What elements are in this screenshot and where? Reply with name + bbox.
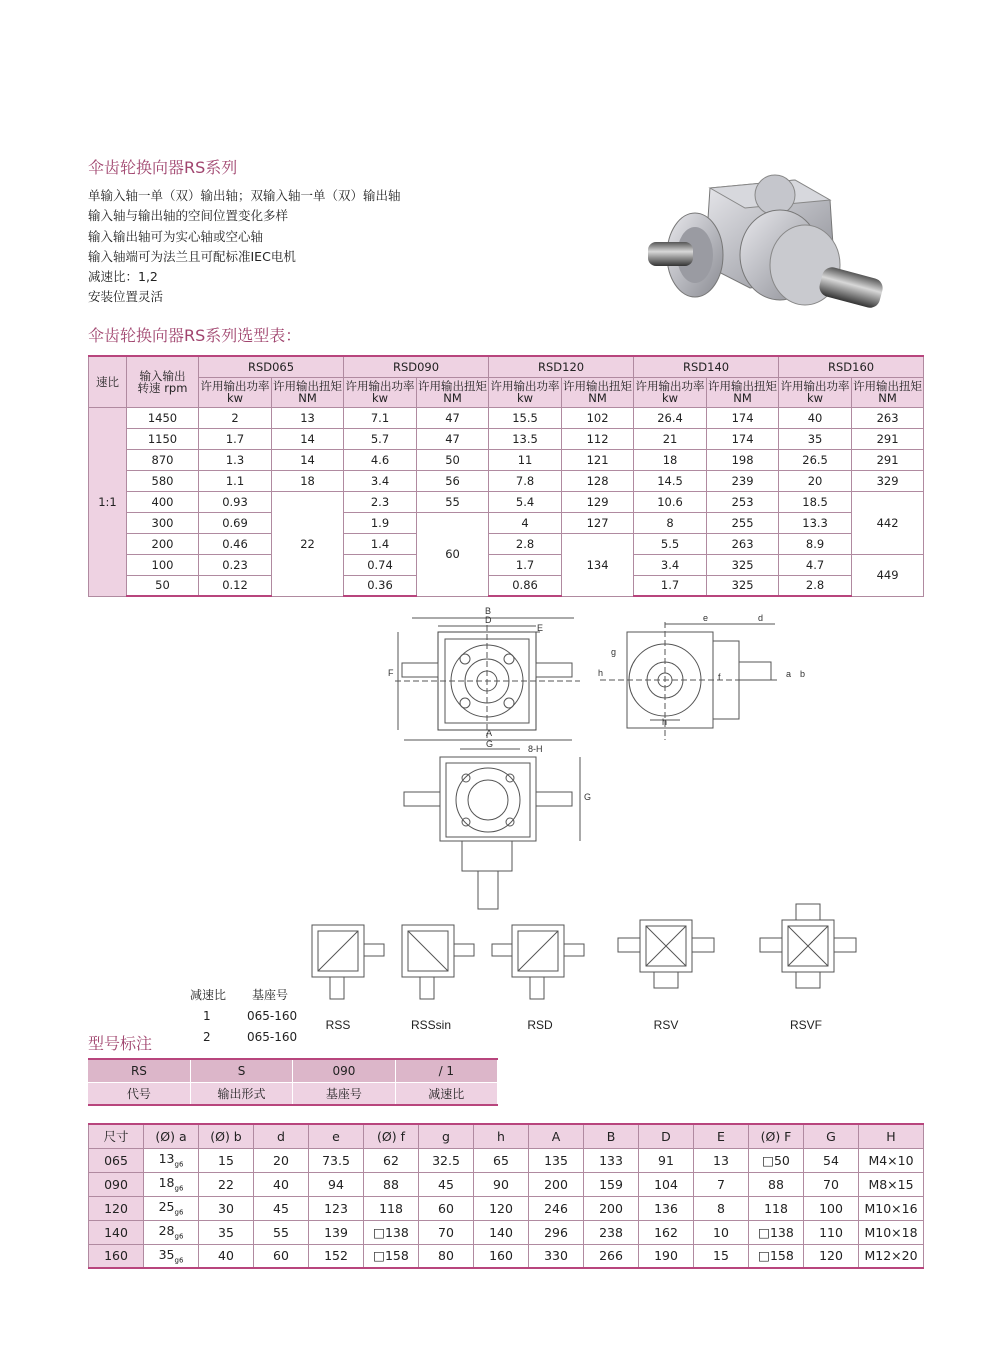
dim-cell: 70 (419, 1220, 474, 1244)
dim-cell: 100 (804, 1196, 859, 1220)
kw-cell: 1.4 (344, 533, 417, 554)
legend-base-header: 基座号 (252, 988, 289, 1002)
dim-cell: 30 (199, 1196, 254, 1220)
power-header: 许用输出功率kw (780, 379, 850, 405)
dim-cell: 266 (584, 1244, 639, 1268)
dim-cell: 88 (749, 1172, 804, 1196)
dim-header: (Ø) a (144, 1124, 199, 1148)
dim-label: h (662, 717, 668, 727)
rpm-cell: 1450 (127, 407, 199, 428)
dim-cell: 62 (364, 1148, 419, 1172)
nm-cell: 449 (852, 554, 924, 596)
nm-cell: 14 (272, 449, 344, 470)
dim-label: a (786, 669, 792, 679)
nm-cell: 291 (852, 428, 924, 449)
model-code: 090 (293, 1059, 395, 1082)
variant-label: RSD (527, 1018, 553, 1032)
tolerance: g6 (174, 1256, 184, 1265)
rpm-cell: 870 (127, 449, 199, 470)
dim-cell: 8 (694, 1196, 749, 1220)
dim-cell: 296 (529, 1220, 584, 1244)
dim-label: G (486, 739, 494, 749)
table-row (89, 1196, 924, 1220)
dim-cell: M8×15 (859, 1172, 924, 1196)
nm-cell: 50 (417, 449, 489, 470)
kw-cell: 1.1 (199, 470, 272, 491)
tolerance: g6 (174, 1160, 184, 1169)
dim-cell: □138 (749, 1220, 804, 1244)
dim-a-value: 13 (158, 1151, 175, 1167)
rpm-cell: 1150 (127, 428, 199, 449)
nm-cell: 47 (417, 428, 489, 449)
nm-cell: 13 (272, 407, 344, 428)
dim-label: B (485, 606, 492, 616)
dim-cell: 88 (364, 1172, 419, 1196)
feature-item: 输入输出轴可为实心轴或空心轴 (88, 228, 264, 244)
nm-cell: 22 (272, 491, 344, 596)
dim-cell: 159 (584, 1172, 639, 1196)
dim-label: G (584, 792, 592, 802)
kw-cell: 35 (779, 428, 852, 449)
legend-ratio: 1 (203, 1009, 211, 1023)
feature-item: 输入轴端可为法兰且可配标准IEC电机 (88, 248, 296, 264)
dim-cell-a (144, 1148, 199, 1172)
dim-cell: □50 (749, 1148, 804, 1172)
dim-cell: 238 (584, 1220, 639, 1244)
dim-cell: 60 (419, 1196, 474, 1220)
dim-cell: 13 (694, 1148, 749, 1172)
nm-cell: 134 (562, 533, 634, 596)
power-header: 许用输出功率kw (635, 379, 705, 405)
feature-item: 安装位置灵活 (88, 289, 164, 305)
variant-label: RSS (325, 1018, 351, 1032)
nm-cell: 112 (562, 428, 634, 449)
dim-cell: 73.5 (309, 1148, 364, 1172)
nm-cell: 255 (707, 512, 779, 533)
model-title: 型号标注 (88, 1034, 153, 1053)
feature-item: 输入轴与输出轴的空间位置变化多样 (88, 208, 289, 224)
dim-cell: 133 (584, 1148, 639, 1172)
table-row (89, 1172, 924, 1196)
dim-cell: 190 (639, 1244, 694, 1268)
page-title: 伞齿轮换向器RS系列 (88, 158, 238, 177)
model-code: / 1 (395, 1059, 497, 1082)
dim-cell: 32.5 (419, 1148, 474, 1172)
nm-cell: 329 (852, 470, 924, 491)
torque-header: 许用输出扭矩NM (418, 379, 488, 405)
dim-cell: 152 (309, 1244, 364, 1268)
kw-cell: 11 (489, 449, 562, 470)
nm-cell: 253 (707, 491, 779, 512)
model-code-label: 基座号 (293, 1082, 395, 1105)
dim-cell: 118 (749, 1196, 804, 1220)
dim-cell: 090 (89, 1172, 144, 1196)
dim-cell: 35 (199, 1220, 254, 1244)
model-code: RS (88, 1059, 190, 1082)
kw-cell: 1.7 (489, 554, 562, 575)
dim-a-value: 25 (158, 1199, 175, 1215)
nm-cell: 198 (707, 449, 779, 470)
nm-cell: 55 (417, 491, 489, 512)
nm-cell: 128 (562, 470, 634, 491)
rpm-cell: 200 (127, 533, 199, 554)
technical-drawings (0, 600, 1000, 1040)
dim-label: 8-H (528, 744, 543, 754)
dim-label: A (486, 728, 493, 738)
kw-cell: 1.9 (344, 512, 417, 533)
power-header: 许用输出功率kw (345, 379, 415, 405)
kw-cell: 0.69 (199, 512, 272, 533)
dim-cell: 139 (309, 1220, 364, 1244)
dim-header: (Ø) F (749, 1124, 804, 1148)
kw-cell: 2 (199, 407, 272, 428)
dim-cell: 22 (199, 1172, 254, 1196)
selection-title: 伞齿轮换向器RS系列选型表： (88, 326, 302, 345)
rpm-cell: 300 (127, 512, 199, 533)
dim-label: D (485, 615, 492, 625)
model-code-label: 代号 (88, 1082, 190, 1105)
nm-cell: 174 (707, 428, 779, 449)
kw-cell: 0.86 (489, 575, 562, 596)
nm-cell: 325 (707, 575, 779, 596)
dim-cell: 80 (419, 1244, 474, 1268)
dim-cell: 118 (364, 1196, 419, 1220)
model-header: RSD160 (779, 356, 924, 377)
dim-cell: 104 (639, 1172, 694, 1196)
dim-cell: 162 (639, 1220, 694, 1244)
tolerance: g6 (174, 1232, 184, 1241)
dim-header: (Ø) f (364, 1124, 419, 1148)
kw-cell: 1.3 (199, 449, 272, 470)
dim-label: f (718, 672, 721, 682)
kw-cell: 0.74 (344, 554, 417, 575)
variant-label: RSSsin (410, 1018, 452, 1032)
nm-cell: 121 (562, 449, 634, 470)
dim-cell: 140 (474, 1220, 529, 1244)
variant-rsvf-drawing (760, 904, 856, 988)
dim-cell: 20 (254, 1148, 309, 1172)
legend-ratio-header: 减速比 (190, 988, 227, 1002)
dim-a-value: 18 (158, 1175, 175, 1191)
kw-cell: 8.9 (779, 533, 852, 554)
dim-a-value: 28 (158, 1223, 175, 1239)
dim-cell: 40 (254, 1172, 309, 1196)
dim-cell: 60 (254, 1244, 309, 1268)
nm-cell: 263 (852, 407, 924, 428)
kw-cell: 40 (779, 407, 852, 428)
kw-cell: 0.12 (199, 575, 272, 596)
kw-cell: 1.7 (634, 575, 707, 596)
model-code-label: 输出形式 (190, 1082, 292, 1105)
ratio-header: 速比 (89, 356, 127, 407)
kw-cell: 20 (779, 470, 852, 491)
dim-cell: 200 (584, 1196, 639, 1220)
model-code-table (88, 1058, 498, 1106)
dim-cell: 45 (419, 1172, 474, 1196)
dim-cell: 140 (89, 1220, 144, 1244)
kw-cell: 7.8 (489, 470, 562, 491)
feature-item: 减速比：1,2 (88, 269, 158, 285)
dim-label: d (758, 613, 764, 623)
model-header: RSD120 (489, 356, 634, 377)
dim-header: h (474, 1124, 529, 1148)
dim-cell: □158 (749, 1244, 804, 1268)
dim-cell: M10×16 (859, 1196, 924, 1220)
dim-cell: M12×20 (859, 1244, 924, 1268)
feature-list (88, 186, 401, 308)
nm-cell: 239 (707, 470, 779, 491)
model-code-label: 减速比 (395, 1082, 497, 1105)
dim-cell: 65 (474, 1148, 529, 1172)
nm-cell: 291 (852, 449, 924, 470)
kw-cell: 8 (634, 512, 707, 533)
rpm-cell: 400 (127, 491, 199, 512)
dim-header: (Ø) b (199, 1124, 254, 1148)
nm-cell: 60 (417, 512, 489, 596)
dim-header: d (254, 1124, 309, 1148)
gearbox-photo (630, 170, 900, 320)
variant-label: RSVF (789, 1018, 823, 1032)
feature-item: 单输入轴一单（双）输出轴；双输入轴一单（双）输出轴 (88, 188, 401, 203)
dim-label: g (611, 647, 617, 657)
kw-cell: 0.46 (199, 533, 272, 554)
legend-base: 065-160 (247, 1030, 298, 1044)
dim-header: B (584, 1124, 639, 1148)
nm-cell: 174 (707, 407, 779, 428)
legend-base: 065-160 (247, 1009, 298, 1023)
kw-cell: 26.4 (634, 407, 707, 428)
kw-cell: 7.1 (344, 407, 417, 428)
front-view-drawing (395, 618, 580, 738)
kw-cell: 0.23 (199, 554, 272, 575)
kw-cell: 3.4 (344, 470, 417, 491)
variant-rsv-drawing (618, 920, 714, 988)
power-header: 许用输出功率kw (490, 379, 560, 405)
dim-cell: □138 (364, 1220, 419, 1244)
table-row (89, 1148, 924, 1172)
nm-cell: 56 (417, 470, 489, 491)
dim-cell: 160 (474, 1244, 529, 1268)
model-header: RSD065 (199, 356, 344, 377)
dim-cell-a (144, 1244, 199, 1268)
dim-header: g (419, 1124, 474, 1148)
dim-cell-a (144, 1220, 199, 1244)
dim-cell: 120 (474, 1196, 529, 1220)
selection-table (88, 355, 924, 597)
dim-cell: 90 (474, 1172, 529, 1196)
dim-cell: M10×18 (859, 1220, 924, 1244)
nm-cell: 442 (852, 491, 924, 554)
rpm-cell: 580 (127, 470, 199, 491)
dim-a-value: 35 (158, 1247, 175, 1262)
kw-cell: 26.5 (779, 449, 852, 470)
side-view-drawing (600, 622, 780, 740)
nm-cell: 18 (272, 470, 344, 491)
nm-cell: 129 (562, 491, 634, 512)
dim-header: E (694, 1124, 749, 1148)
kw-cell: 2.8 (779, 575, 852, 596)
kw-cell: 2.8 (489, 533, 562, 554)
kw-cell: 14.5 (634, 470, 707, 491)
dim-label: b (800, 669, 806, 679)
kw-cell: 4.7 (779, 554, 852, 575)
kw-cell: 15.5 (489, 407, 562, 428)
model-header: RSD090 (344, 356, 489, 377)
kw-cell: 21 (634, 428, 707, 449)
dim-cell: 45 (254, 1196, 309, 1220)
dim-cell: □158 (364, 1244, 419, 1268)
rpm-cell: 50 (127, 575, 199, 596)
dim-label: E (537, 623, 544, 633)
nm-cell: 325 (707, 554, 779, 575)
dimension-table (88, 1123, 924, 1269)
speed-header: 输入输出 转速 rpm (127, 356, 199, 407)
dim-header: D (639, 1124, 694, 1148)
dim-cell: 246 (529, 1196, 584, 1220)
dim-cell: 10 (694, 1220, 749, 1244)
variant-label: RSV (653, 1018, 679, 1032)
dim-cell: 065 (89, 1148, 144, 1172)
dim-header: 尺寸 (89, 1124, 144, 1148)
dim-cell: 123 (309, 1196, 364, 1220)
kw-cell: 13.5 (489, 428, 562, 449)
dim-cell: 40 (199, 1244, 254, 1268)
table-row (89, 1220, 924, 1244)
kw-cell: 5.7 (344, 428, 417, 449)
dim-label: h (598, 668, 604, 678)
kw-cell: 5.5 (634, 533, 707, 554)
nm-cell: 127 (562, 512, 634, 533)
kw-cell: 4 (489, 512, 562, 533)
dim-cell: 135 (529, 1148, 584, 1172)
dim-cell: 136 (639, 1196, 694, 1220)
dim-header: A (529, 1124, 584, 1148)
nm-cell: 47 (417, 407, 489, 428)
dim-cell: 54 (804, 1148, 859, 1172)
kw-cell: 2.3 (344, 491, 417, 512)
dim-label: F (388, 668, 394, 678)
tolerance: g6 (174, 1208, 184, 1217)
kw-cell: 18 (634, 449, 707, 470)
kw-cell: 10.6 (634, 491, 707, 512)
nm-cell: 14 (272, 428, 344, 449)
dim-cell: 91 (639, 1148, 694, 1172)
dim-cell: 200 (529, 1172, 584, 1196)
kw-cell: 5.4 (489, 491, 562, 512)
dim-cell: 70 (804, 1172, 859, 1196)
model-code: S (190, 1059, 292, 1082)
dim-cell: 15 (694, 1244, 749, 1268)
torque-header: 许用输出扭矩NM (853, 379, 923, 405)
kw-cell: 13.3 (779, 512, 852, 533)
dim-header: H (859, 1124, 924, 1148)
legend-ratio: 2 (203, 1030, 211, 1044)
torque-header: 许用输出扭矩NM (563, 379, 633, 405)
dim-cell: 55 (254, 1220, 309, 1244)
dim-cell: 330 (529, 1244, 584, 1268)
ratio-cell: 1:1 (89, 407, 127, 596)
tolerance: g6 (174, 1184, 184, 1193)
model-header: RSD140 (634, 356, 779, 377)
dim-cell: 7 (694, 1172, 749, 1196)
power-header: 许用输出功率kw (200, 379, 270, 405)
dim-cell: 110 (804, 1220, 859, 1244)
dim-header: e (309, 1124, 364, 1148)
variant-rsd-drawing (492, 925, 584, 999)
kw-cell: 18.5 (779, 491, 852, 512)
kw-cell: 1.7 (199, 428, 272, 449)
dim-cell: 120 (804, 1244, 859, 1268)
dim-cell-a (144, 1172, 199, 1196)
nm-cell: 102 (562, 407, 634, 428)
dim-cell-a (144, 1196, 199, 1220)
rpm-cell: 100 (127, 554, 199, 575)
torque-header: 许用输出扭矩NM (708, 379, 778, 405)
dim-cell: 94 (309, 1172, 364, 1196)
dim-cell: M4×10 (859, 1148, 924, 1172)
variant-rss-drawing (312, 925, 384, 999)
dim-cell: 160 (89, 1244, 144, 1268)
nm-cell: 263 (707, 533, 779, 554)
kw-cell: 4.6 (344, 449, 417, 470)
dim-cell: 120 (89, 1196, 144, 1220)
torque-header: 许用输出扭矩NM (273, 379, 342, 405)
variant-rsssin-drawing (402, 925, 474, 999)
kw-cell: 0.93 (199, 491, 272, 512)
dim-header: G (804, 1124, 859, 1148)
top-view-drawing (404, 740, 580, 909)
dim-label: e (703, 613, 709, 623)
table-row (89, 1244, 924, 1268)
dim-cell: 15 (199, 1148, 254, 1172)
kw-cell: 3.4 (634, 554, 707, 575)
kw-cell: 0.36 (344, 575, 417, 596)
